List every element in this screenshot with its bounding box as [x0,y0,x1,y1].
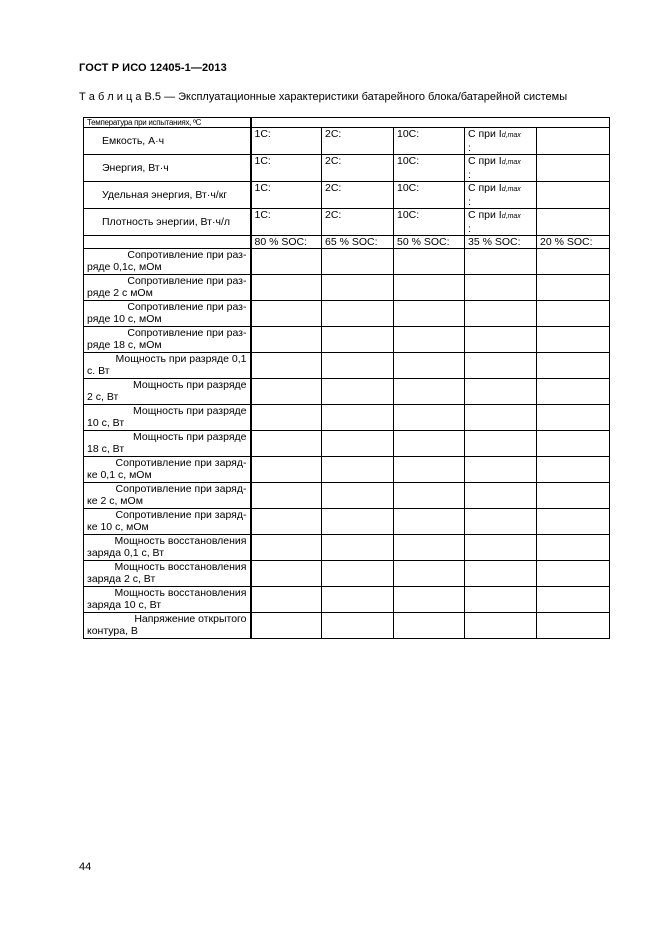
param-value-cell [322,405,394,431]
row-label: Плотность энергии, Вт·ч/л [102,216,230,228]
param-label-line1: Сопротивление при раз- [127,301,247,313]
param-value-cell [322,379,394,405]
param-value-cell [537,405,610,431]
param-value-cell [251,561,322,587]
param-value-cell [394,327,465,353]
param-value-cell [322,301,394,327]
param-label-line2: 10 с, Вт [87,417,125,429]
param-value-cell [394,561,465,587]
rate-cell-empty [537,155,610,182]
param-value-cell [394,249,465,275]
param-value-cell [251,405,322,431]
param-value-cell [537,327,610,353]
param-value-cell [251,613,322,639]
param-value-cell [322,249,394,275]
param-value-cell [322,535,394,561]
table-row [84,431,610,457]
param-value-cell [537,275,610,301]
rate-cimax: C при I [468,209,502,221]
param-label-line1: Мощность при разряде 0,1 [115,353,247,365]
param-value-cell [394,457,465,483]
rate-2c: 2C: [325,128,342,140]
table-row [84,155,610,182]
param-value-cell [537,483,610,509]
param-value-cell [465,587,537,613]
rate-cell-empty [537,209,610,236]
rate-cell [394,209,465,236]
table-row [84,613,610,639]
table-row [84,118,610,128]
row-label: Энергия, Вт·ч [102,162,169,174]
param-label-cell [84,483,251,509]
param-value-cell [465,613,537,639]
rate-2c: 2C: [325,209,342,221]
param-label-cell [84,457,251,483]
rate-cimax-sub: d,max [501,213,521,220]
param-value-cell [537,379,610,405]
temp-label: Температура при испытаниях, ºC [87,118,202,127]
rate-cell [465,182,537,209]
table-row [84,327,610,353]
param-value-cell [537,561,610,587]
param-value-cell [394,301,465,327]
param-label-cell [84,379,251,405]
table-row [84,353,610,379]
table-row [84,509,610,535]
rate-cell [322,209,394,236]
rate-1c: 1C: [254,128,271,140]
rate-cell [251,209,322,236]
param-value-cell [537,587,610,613]
row-label: Удельная энергия, Вт·ч/кг [102,189,228,201]
param-value-cell [251,483,322,509]
soc-header-cell [251,236,322,249]
rate-cimax-colon: : [468,142,471,154]
rate-row-label [84,209,251,236]
rate-cell [251,155,322,182]
param-label-line2: контура, В [87,625,138,637]
param-label-line1: Сопротивление при раз- [127,275,247,287]
param-value-cell [394,535,465,561]
rate-cell [322,155,394,182]
table-row [84,209,610,236]
table-row [84,587,610,613]
param-value-cell [465,457,537,483]
param-value-cell [251,327,322,353]
param-value-cell [251,587,322,613]
param-label-cell [84,431,251,457]
rate-cimax-colon: : [468,223,471,235]
param-value-cell [537,509,610,535]
rate-cimax-colon: : [468,196,471,208]
param-value-cell [251,275,322,301]
param-value-cell [537,535,610,561]
param-label-line1: Мощность восстановления [114,535,247,547]
rate-cell-empty [537,182,610,209]
param-value-cell [251,535,322,561]
param-value-cell [251,353,322,379]
param-value-cell [394,405,465,431]
param-value-cell [394,509,465,535]
rate-cimax-sub: d,max [501,132,521,139]
rate-cell [322,128,394,155]
param-value-cell [322,353,394,379]
param-value-cell [394,379,465,405]
rate-1c: 1C: [254,182,271,194]
table-caption: Т а б л и ц а В.5 — Эксплуатационные характеристики батарейного блока/батарейной системы [79,91,568,103]
rate-10c: 10C: [397,128,420,140]
page-number: 44 [79,861,92,873]
rate-cell-empty [537,128,610,155]
soc-header: 20 % SOC: [540,236,593,248]
rate-cell [251,182,322,209]
param-label-line2: с. Вт [87,365,110,377]
param-label-line1: Сопротивление при заряд- [115,483,247,495]
table-row [84,236,610,249]
table-row [84,301,610,327]
table-row [84,535,610,561]
param-value-cell [394,587,465,613]
rate-row-label [84,128,251,155]
performance-table [83,117,610,639]
param-label-cell [84,535,251,561]
param-value-cell [465,405,537,431]
param-value-cell [394,275,465,301]
param-label-cell [84,613,251,639]
param-value-cell [322,587,394,613]
rate-cell [465,155,537,182]
param-value-cell [394,431,465,457]
rate-cell [465,209,537,236]
param-value-cell [322,327,394,353]
param-label-cell [84,509,251,535]
rate-cimax: C при I [468,155,502,167]
param-label-cell [84,301,251,327]
param-value-cell [465,353,537,379]
table-row [84,405,610,431]
param-value-cell [322,431,394,457]
param-value-cell [322,613,394,639]
param-label-cell [84,561,251,587]
table-row [84,275,610,301]
param-value-cell [537,353,610,379]
param-value-cell [465,431,537,457]
param-label-cell [84,249,251,275]
param-value-cell [251,431,322,457]
rate-2c: 2C: [325,155,342,167]
soc-header: 35 % SOC: [468,236,521,248]
rate-cell [322,182,394,209]
rate-10c: 10C: [397,209,420,221]
param-label-line1: Мощность при разряде [133,405,247,417]
table-row [84,483,610,509]
soc-header-cell [322,236,394,249]
document-header: ГОСТ Р ИСО 12405-1—2013 [79,62,227,74]
param-label-line2: заряда 0,1 с, Вт [87,547,165,559]
soc-label-cell [84,236,251,249]
param-label-line2: ке 0,1 с, мОм [87,469,152,481]
param-value-cell [537,249,610,275]
param-label-line2: ке 2 с, мОм [87,495,143,507]
param-label-cell [84,405,251,431]
param-value-cell [322,483,394,509]
param-value-cell [394,483,465,509]
param-label-line1: Мощность при разряде [133,431,247,443]
rate-cimax: C при I [468,182,502,194]
param-value-cell [537,301,610,327]
param-label-line1: Мощность восстановления [114,561,247,573]
param-label-line2: 18 с, Вт [87,443,125,455]
param-label-line2: ряде 2 с мОм [87,287,153,299]
param-value-cell [394,613,465,639]
param-value-cell [251,509,322,535]
param-label-line2: заряда 2 с, Вт [87,573,156,585]
param-label-line1: Сопротивление при раз- [127,249,247,261]
param-label-line2: ряде 10 с, мОм [87,313,162,325]
soc-header: 80 % SOC: [254,236,308,248]
param-value-cell [537,457,610,483]
table-row [84,182,610,209]
param-label-line1: Мощность при разряде [133,379,247,391]
rate-cimax: C при I [468,128,502,140]
rate-cell [394,155,465,182]
rate-cimax-sub: d,max [501,159,521,166]
rate-row-label [84,182,251,209]
table-row [84,128,610,155]
rate-1c: 1C: [254,209,271,221]
param-value-cell [251,301,322,327]
param-label-cell [84,275,251,301]
param-label-line1: Сопротивление при раз- [127,327,247,339]
param-value-cell [465,249,537,275]
rate-cimax-sub: d,max [501,186,521,193]
param-value-cell [465,301,537,327]
param-value-cell [465,509,537,535]
row-label: Емкость, А·ч [102,135,165,147]
temp-value-cell [251,118,610,128]
param-value-cell [465,379,537,405]
param-label-cell [84,327,251,353]
param-label-line2: ряде 18 с, мОм [87,339,162,351]
rate-1c: 1C: [254,155,271,167]
rate-cell [394,128,465,155]
param-label-line2: ке 10 с, мОм [87,521,149,533]
rate-cell [465,128,537,155]
soc-header-cell [394,236,465,249]
param-value-cell [251,249,322,275]
param-label-line1: Сопротивление при заряд- [115,457,247,469]
param-value-cell [322,457,394,483]
param-label-cell [84,587,251,613]
table-row [84,561,610,587]
rate-2c: 2C: [325,182,342,194]
param-value-cell [465,561,537,587]
param-value-cell [322,561,394,587]
rate-cell [394,182,465,209]
param-label-line1: Напряжение открытого [134,613,247,625]
table-row [84,249,610,275]
param-label-line1: Мощность восстановления [114,587,247,599]
param-label-line2: 2 с, Вт [87,391,119,403]
rate-10c: 10C: [397,182,420,194]
param-value-cell [465,275,537,301]
soc-header: 65 % SOC: [325,236,378,248]
param-value-cell [251,379,322,405]
param-label-cell [84,353,251,379]
param-label-line1: Сопротивление при заряд- [115,509,247,521]
param-value-cell [251,457,322,483]
param-value-cell [465,327,537,353]
param-label-line2: ряде 0,1с, мОм [87,261,162,273]
param-value-cell [322,275,394,301]
table-row [84,457,610,483]
temp-label-cell [84,118,251,128]
param-label-line2: заряда 10 с, Вт [87,599,162,611]
param-value-cell [394,353,465,379]
param-value-cell [537,431,610,457]
rate-row-label [84,155,251,182]
param-value-cell [537,613,610,639]
param-value-cell [465,535,537,561]
param-value-cell [465,483,537,509]
soc-header-cell [537,236,610,249]
soc-header: 50 % SOC: [397,236,450,248]
rate-10c: 10C: [397,155,420,167]
rate-cimax-colon: : [468,169,471,181]
table-row [84,379,610,405]
soc-header-cell [465,236,537,249]
param-value-cell [322,509,394,535]
rate-cell [251,128,322,155]
